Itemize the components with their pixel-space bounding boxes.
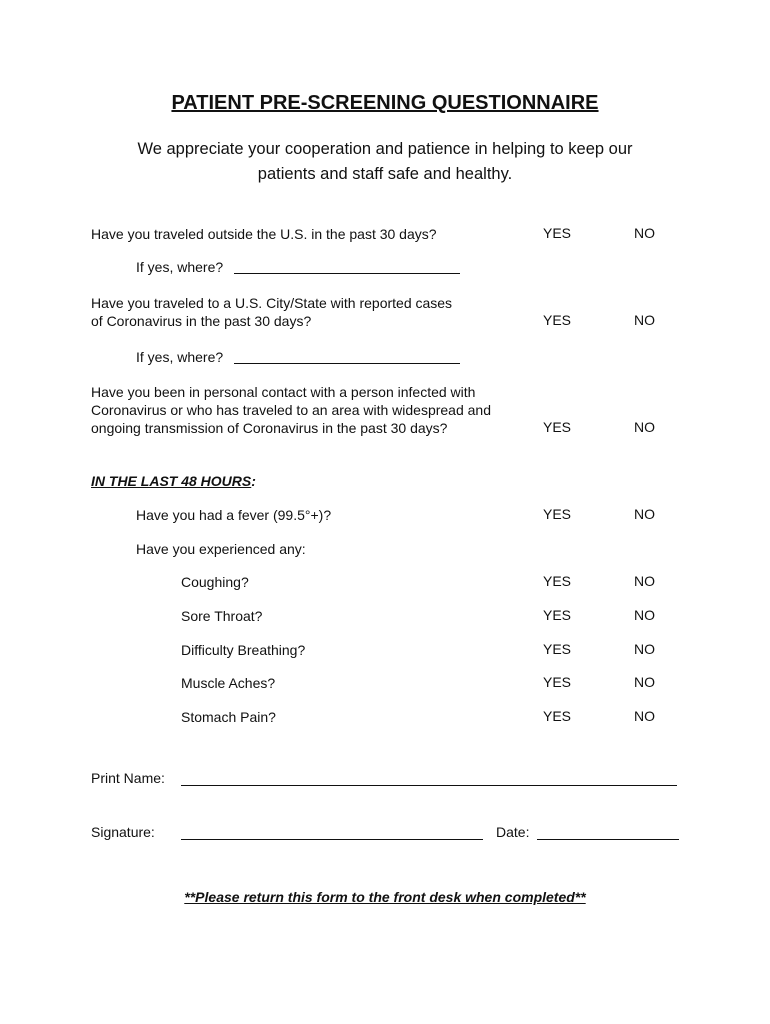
sore-throat-yes-option[interactable]: YES <box>543 607 572 623</box>
breathing-yes-option[interactable]: YES <box>543 641 572 657</box>
section-heading-text: IN THE LAST 48 HOURS <box>91 473 252 489</box>
date-label: Date: <box>496 824 530 840</box>
coughing-no-option[interactable]: NO <box>634 573 655 589</box>
experienced-any-label: Have you experienced any: <box>136 541 306 557</box>
fever-yes-option[interactable]: YES <box>543 506 572 522</box>
question-travel-us-city-line-1: Have you traveled to a U.S. City/State with reported cases <box>91 295 453 311</box>
q2-where-field[interactable] <box>234 348 460 364</box>
question-contact-line-3: ongoing transmission of Coronavirus in the past 30 days? <box>91 420 448 436</box>
date-field[interactable] <box>537 824 679 840</box>
question-contact-line-2: Coronavirus or who has traveled to an area with widespread and <box>91 402 492 418</box>
muscle-aches-no-option[interactable]: NO <box>634 674 655 690</box>
form-title: PATIENT PRE-SCREENING QUESTIONNAIRE <box>171 92 599 114</box>
question-contact-line-1: Have you been in personal contact with a person infected with <box>91 384 476 400</box>
symptom-stomach-pain: Stomach Pain? <box>181 709 276 725</box>
section-heading-colon: : <box>251 473 256 489</box>
stomach-pain-yes-option[interactable]: YES <box>543 708 572 724</box>
print-name-field[interactable] <box>181 770 677 786</box>
question-travel-us-city-line-2: of Coronavirus in the past 30 days? <box>91 313 312 329</box>
fever-no-option[interactable]: NO <box>634 506 655 522</box>
q1-yes-option[interactable]: YES <box>543 225 572 241</box>
muscle-aches-yes-option[interactable]: YES <box>543 674 572 690</box>
q2-yes-option[interactable]: YES <box>543 312 572 328</box>
intro-line-2: patients and staff safe and healthy. <box>257 165 513 183</box>
signature-field[interactable] <box>181 824 483 840</box>
intro-line-1: We appreciate your cooperation and patience in helping to keep our <box>137 140 633 158</box>
breathing-no-option[interactable]: NO <box>634 641 655 657</box>
print-name-label: Print Name: <box>91 770 165 786</box>
q3-no-option[interactable]: NO <box>634 419 655 435</box>
q2-followup-label: If yes, where? <box>136 349 224 365</box>
signature-label: Signature: <box>91 824 155 840</box>
footer-note: **Please return this form to the front desk when completed** <box>184 889 586 905</box>
q1-no-option[interactable]: NO <box>634 225 655 241</box>
q3-yes-option[interactable]: YES <box>543 419 572 435</box>
sore-throat-no-option[interactable]: NO <box>634 607 655 623</box>
symptom-coughing: Coughing? <box>181 574 249 590</box>
section-heading <box>91 473 256 489</box>
q1-followup-label: If yes, where? <box>136 259 224 275</box>
q2-no-option[interactable]: NO <box>634 312 655 328</box>
question-fever: Have you had a fever (99.5°+)? <box>136 507 332 523</box>
intro-text <box>0 137 770 187</box>
question-travel-outside-us: Have you traveled outside the U.S. in the past 30 days? <box>91 226 437 242</box>
symptom-muscle-aches: Muscle Aches? <box>181 675 276 691</box>
symptom-difficulty-breathing: Difficulty Breathing? <box>181 642 306 658</box>
q1-where-field[interactable] <box>234 258 460 274</box>
coughing-yes-option[interactable]: YES <box>543 573 572 589</box>
stomach-pain-no-option[interactable]: NO <box>634 708 655 724</box>
symptom-sore-throat: Sore Throat? <box>181 608 263 624</box>
